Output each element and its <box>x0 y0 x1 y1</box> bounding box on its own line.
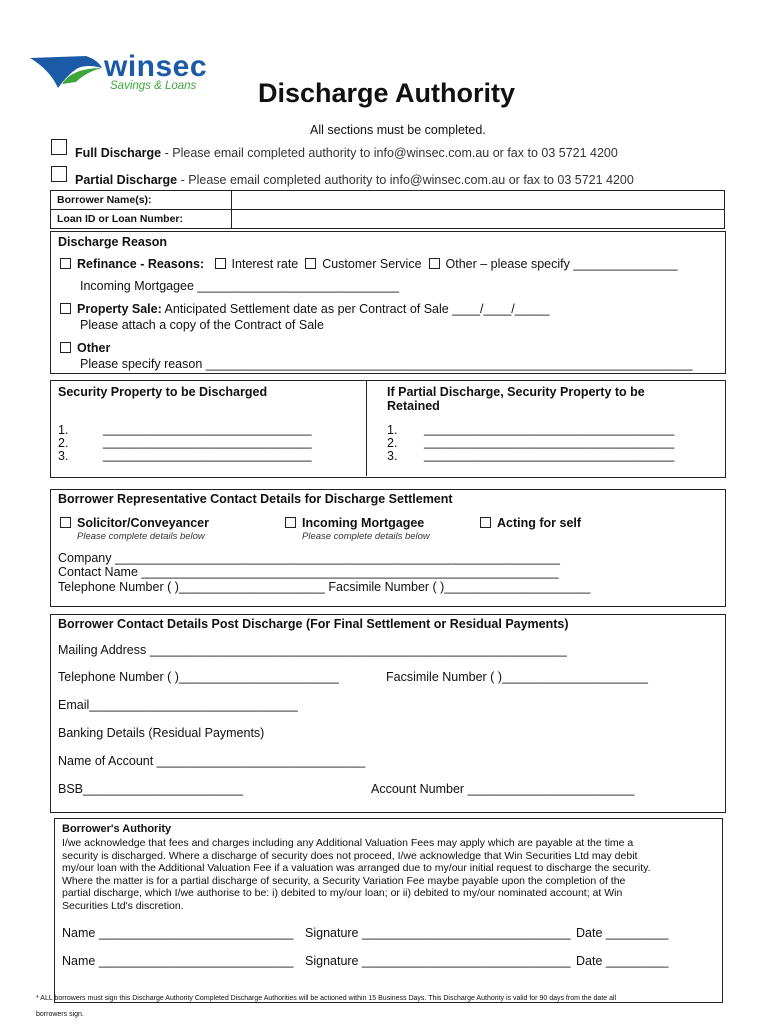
discharged-item-number: 1. <box>58 423 69 437</box>
incoming-mortgagee-checkbox[interactable] <box>285 517 296 528</box>
retained-property-field[interactable]: ____________________________________ <box>424 422 675 436</box>
page-title: Discharge Authority <box>258 78 516 108</box>
full-discharge-label: Full Discharge <box>75 146 162 160</box>
security-retained-heading-2: Retained <box>387 399 440 413</box>
solicitor-label: Solicitor/Conveyancer <box>77 516 209 530</box>
page-subtitle: All sections must be completed. <box>310 123 486 137</box>
full-discharge-text: - Please email completed authority to info@winsec.com.au or fax to 03 5721 4200 <box>161 146 618 160</box>
discharged-item-number: 2. <box>58 436 69 450</box>
bsb-field[interactable]: BSB_______________________ <box>58 782 243 796</box>
solicitor-option <box>60 516 209 530</box>
borrower-names-field[interactable] <box>232 191 725 210</box>
discharged-property-field[interactable]: ______________________________ <box>103 435 312 449</box>
post-facsimile-field[interactable]: Facsimile Number ( )_____________________ <box>386 670 648 684</box>
property-sale-label: Property Sale: <box>77 302 162 316</box>
authority-heading: Borrower's Authority <box>62 823 172 835</box>
representative-heading: Borrower Representative Contact Details for Discharge Settlement <box>58 492 453 506</box>
signer-2-date-field[interactable]: Date _________ <box>576 954 669 968</box>
property-sale-checkbox[interactable] <box>60 303 71 314</box>
signer-2-name-field[interactable]: Name ____________________________ <box>62 954 294 968</box>
authority-line: Where the matter is for a partial discharge of security, a Security Variation Fee maybe payable upon the completion of the <box>62 874 626 887</box>
mailing-address-field[interactable]: Mailing Address ____________________________________________________________ <box>58 643 567 657</box>
property-sale-text: Anticipated Settlement date as per Contract of Sale ____/____/_____ <box>161 302 550 316</box>
loan-id-field[interactable] <box>232 210 725 229</box>
retained-item-number: 1. <box>387 423 398 437</box>
authority-line: my/our loan with the Additional Valuation Fee if a valuation was arranged due to my/our initial request to discharge the security. <box>62 862 651 875</box>
other-checkbox[interactable] <box>60 342 71 353</box>
discharged-item-number: 3. <box>58 449 69 463</box>
borrower-names-label: Borrower Name(s): <box>51 191 232 210</box>
incoming-mortgagee-label: Incoming Mortgagee <box>302 516 425 530</box>
retained-property-field[interactable]: ____________________________________ <box>424 435 675 449</box>
partial-discharge-text: - Please email completed authority to info@winsec.com.au or fax to 03 5721 4200 <box>177 173 634 187</box>
other-specify-reason-field[interactable]: Please specify reason ______________________________________________________________________ <box>80 357 693 371</box>
discharge-reason-heading: Discharge Reason <box>58 235 168 249</box>
post-discharge-heading: Borrower Contact Details Post Discharge (For Final Settlement or Residual Payments) <box>58 617 569 631</box>
discharged-property-field[interactable]: ______________________________ <box>103 448 312 462</box>
partial-discharge-label: Partial Discharge <box>75 173 178 187</box>
property-sale-row <box>60 302 550 316</box>
authority-line: I/we acknowledge that fees and charges including any Additional Valuation Fees may apply which are payable at the time a <box>62 837 634 849</box>
logo-tagline: Savings & Loans <box>110 80 197 92</box>
rep-telephone-fax-field[interactable]: Telephone Number ( )_____________________ Facsimile Number ( )_____________________ <box>58 580 591 594</box>
security-discharged-heading: Security Property to be Discharged <box>58 385 268 399</box>
full-discharge-line <box>75 146 618 160</box>
logo-wave-icon <box>28 54 108 94</box>
partial-discharge-checkbox[interactable] <box>51 166 67 182</box>
partial-discharge-line <box>75 173 634 187</box>
authority-line: Securities Ltd's discretion. <box>62 899 184 912</box>
account-name-field[interactable]: Name of Account ______________________________ <box>58 754 366 768</box>
retained-item-number: 2. <box>387 436 398 450</box>
incoming-mortgagee-field[interactable]: Incoming Mortgagee _____________________________ <box>80 279 400 293</box>
full-discharge-checkbox[interactable] <box>51 139 67 155</box>
attach-contract-note: Please attach a copy of the Contract of Sale <box>80 318 324 332</box>
signer-2-signature-field[interactable]: Signature ______________________________ <box>305 954 571 968</box>
other-reason-checkbox[interactable] <box>429 258 440 269</box>
retained-property-field[interactable]: ____________________________________ <box>424 448 675 462</box>
other-specify-label: Other – please specify _______________ <box>445 257 678 271</box>
security-retained-heading-1: If Partial Discharge, Security Property to be <box>387 385 645 399</box>
logo-wordmark: winsec <box>104 50 208 83</box>
company-field[interactable]: Company ________________________________________________________________ <box>58 551 560 565</box>
account-number-field[interactable]: Account Number ________________________ <box>371 782 635 796</box>
other-label: Other <box>77 341 111 355</box>
acting-self-label: Acting for self <box>497 516 582 530</box>
banking-details-label: Banking Details (Residual Payments) <box>58 726 265 740</box>
borrower-table <box>50 190 725 229</box>
acting-self-option <box>480 516 581 530</box>
refinance-label: Refinance - Reasons: <box>77 257 205 271</box>
loan-id-label: Loan ID or Loan Number: <box>51 210 232 229</box>
solicitor-checkbox[interactable] <box>60 517 71 528</box>
winsec-logo <box>28 50 238 100</box>
email-field[interactable]: Email______________________________ <box>58 698 298 712</box>
interest-rate-checkbox[interactable] <box>215 258 226 269</box>
signer-1-name-field[interactable]: Name ____________________________ <box>62 926 294 940</box>
interest-rate-label: Interest rate <box>231 257 299 271</box>
footer-note-1: * ALL borrowers must sign this Discharge Authority Completed Discharge Authorities will be actioned within 15 Business Days. This Discharge Authority is valid for 90 days from the date all <box>36 995 617 1002</box>
customer-service-label: Customer Service <box>322 257 422 271</box>
post-telephone-field[interactable]: Telephone Number ( )_______________________ <box>58 670 339 684</box>
contact-name-field[interactable]: Contact Name ____________________________________________________________ <box>58 565 559 579</box>
refinance-row <box>60 257 678 271</box>
acting-self-checkbox[interactable] <box>480 517 491 528</box>
signer-1-signature-field[interactable]: Signature ______________________________ <box>305 926 571 940</box>
discharged-property-field[interactable]: ______________________________ <box>103 422 312 436</box>
customer-service-checkbox[interactable] <box>305 258 316 269</box>
incoming-mortgagee-option <box>285 516 424 530</box>
authority-line: partial discharge, which I/we authorise to be: i) debited to my/our loan; or ii) debited to my/our nominated account; at Win <box>62 887 623 900</box>
other-row <box>60 341 110 355</box>
incoming-mortgagee-note: Please complete details below <box>302 531 430 542</box>
refinance-checkbox[interactable] <box>60 258 71 269</box>
authority-text <box>62 837 722 913</box>
solicitor-note: Please complete details below <box>77 531 205 542</box>
signer-1-date-field[interactable]: Date _________ <box>576 926 669 940</box>
security-divider <box>366 381 367 476</box>
retained-item-number: 3. <box>387 449 398 463</box>
authority-line: security is discharged. Where a discharge of security does not proceed, I/we acknowledge that Win Securities Ltd may debit <box>62 849 638 862</box>
footer-note-2: borrowers sign. <box>36 1011 84 1018</box>
